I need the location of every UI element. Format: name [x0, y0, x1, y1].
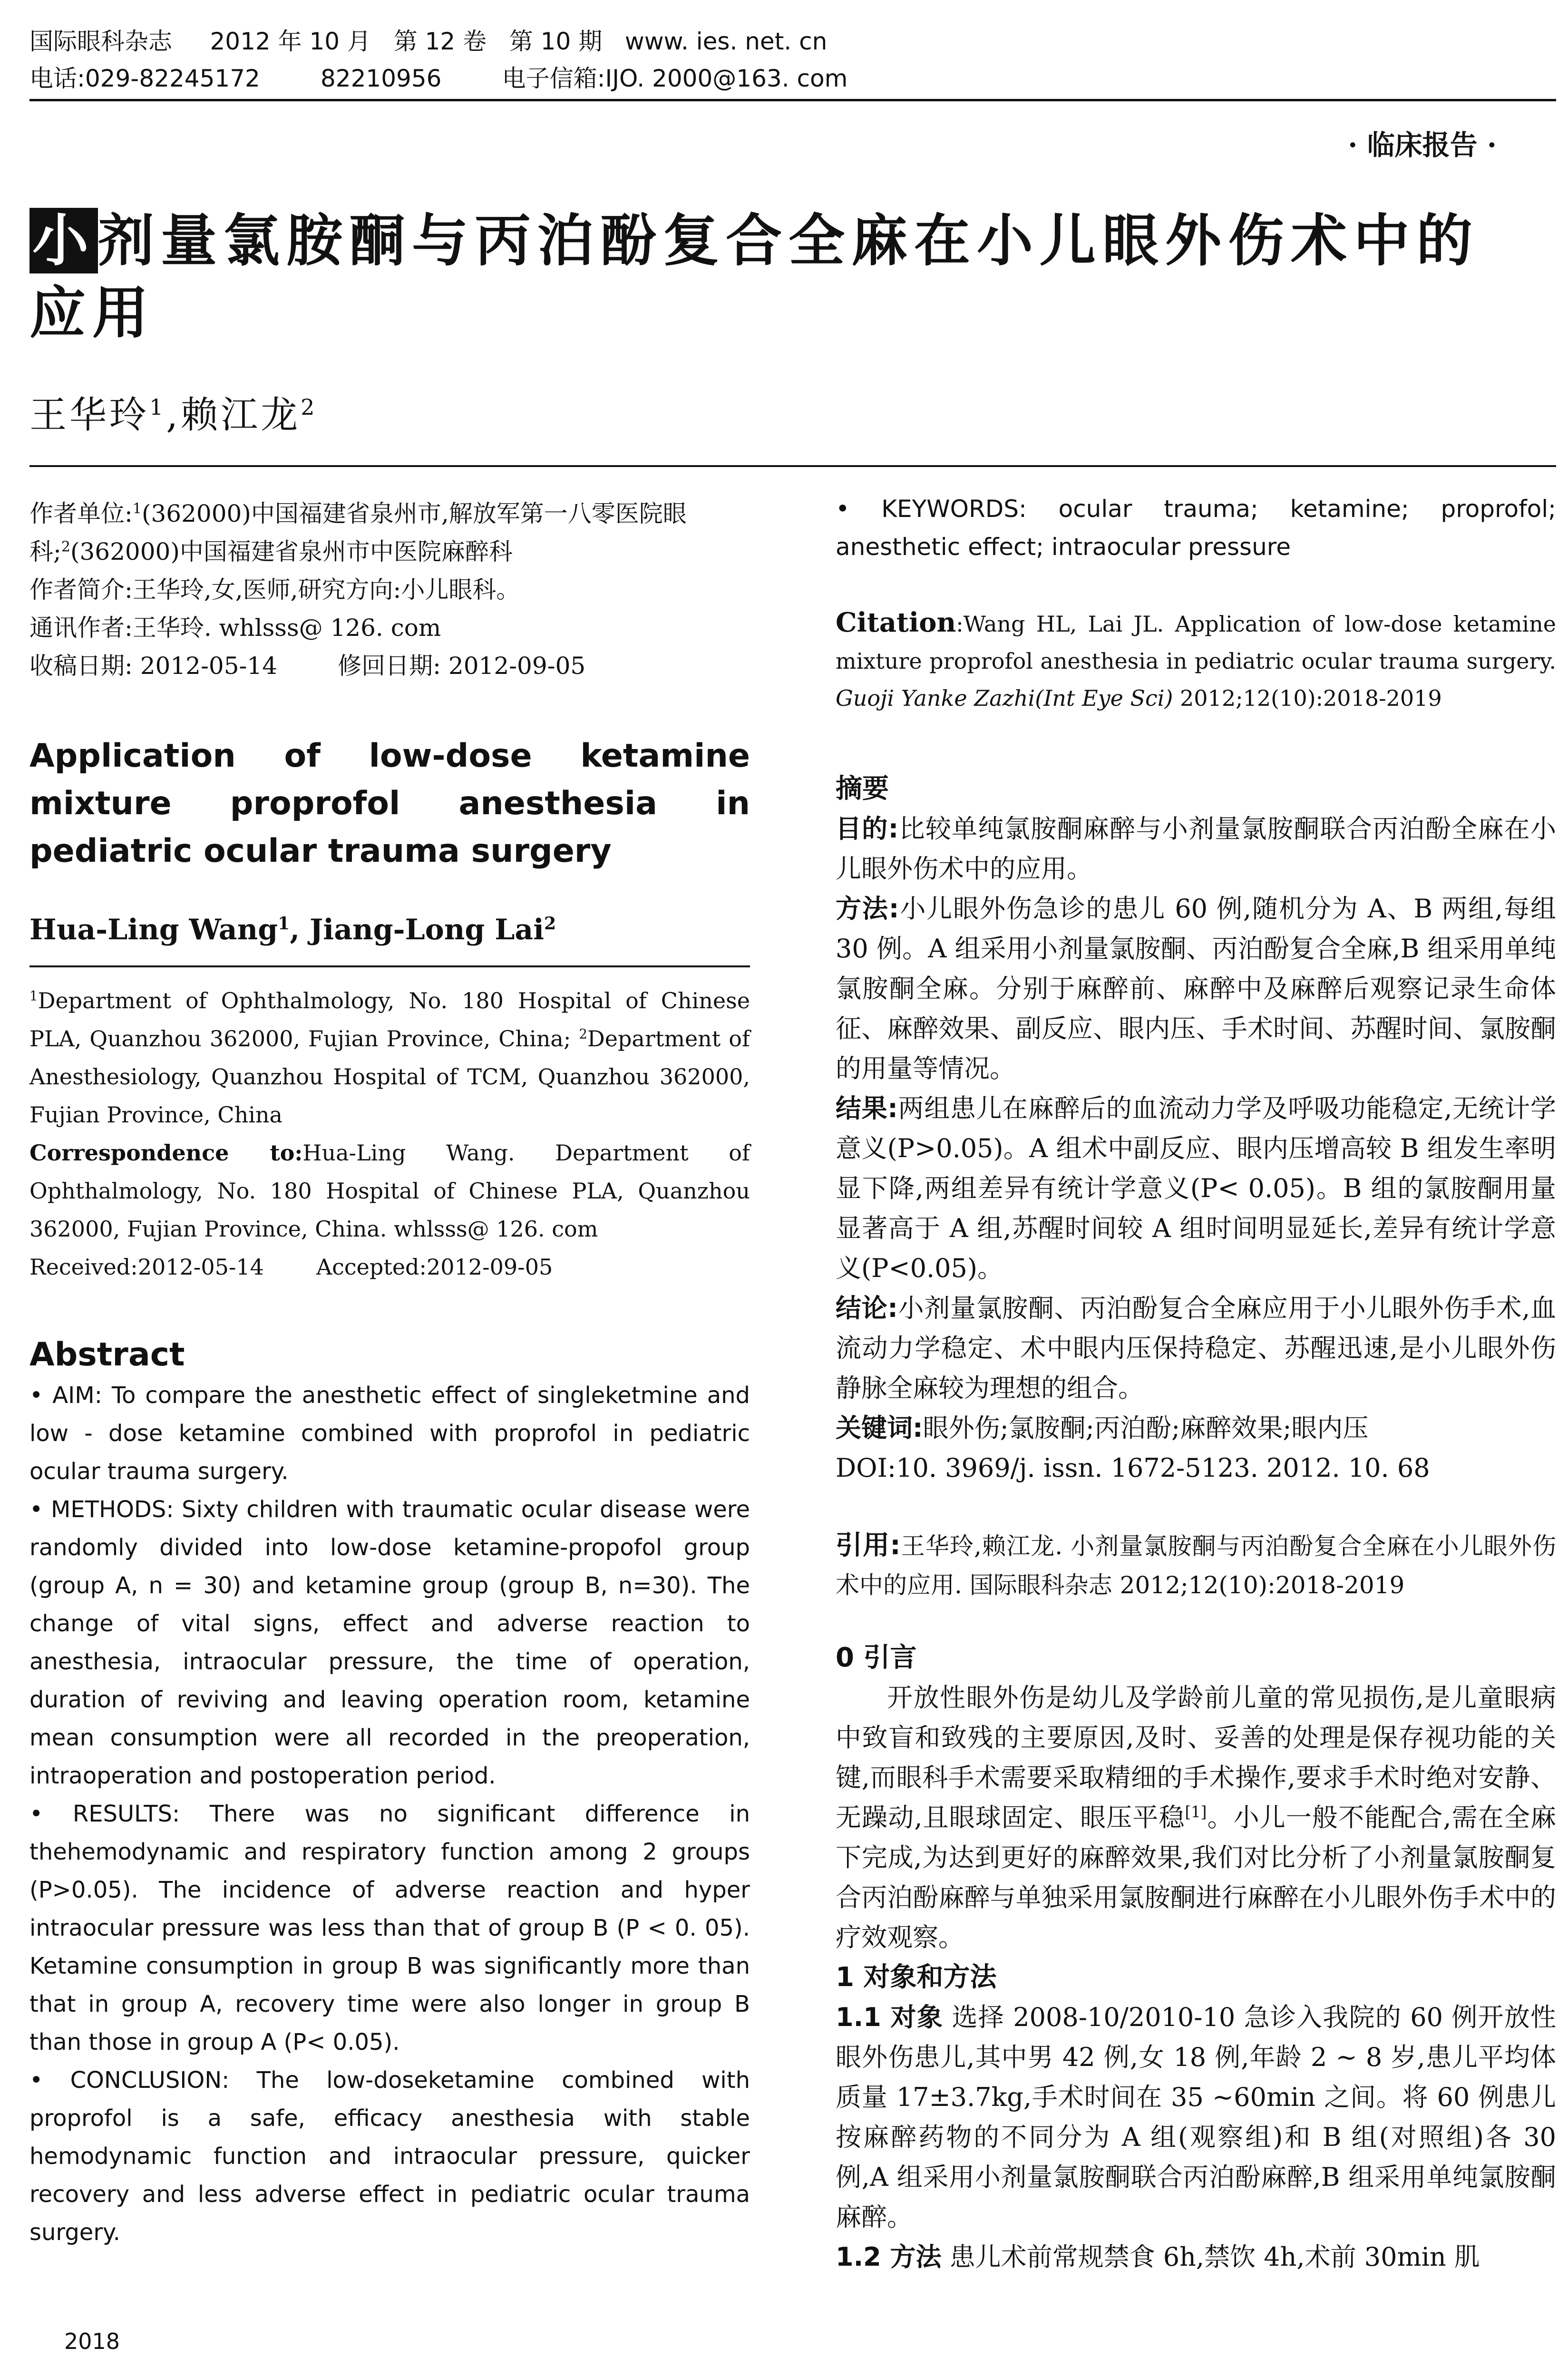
author-en-2: Jiang-Long Lai — [310, 913, 545, 946]
abstract-cn-keywords-text: 眼外伤;氯胺酮;丙泊酚;麻醉效果;眼内压 — [923, 1413, 1369, 1443]
author-cn-2-sup: 2 — [301, 394, 318, 420]
author-en-2-sup: 2 — [544, 914, 556, 934]
methods-heading: 1 对象和方法 — [836, 1962, 997, 1993]
citation-en-journal: Guoji Yanke Zazhi(Int Eye Sci) — [836, 685, 1173, 711]
article-title — [29, 205, 1542, 349]
abstract-cn-purpose-label: 目的: — [836, 814, 899, 844]
affiliation-unit-a: (362000)中国福建省泉州市,解放军第一八零医院眼科; — [29, 500, 687, 565]
dates-en — [29, 1248, 750, 1286]
affiliation-unit-b-sup: 2 — [61, 538, 70, 555]
abstract-cn-conclusion-label: 结论: — [836, 1293, 898, 1323]
right-column — [836, 490, 1556, 2277]
correspondence-en — [29, 1134, 750, 1248]
citation-cn-text: 王华玲,赖江龙. 小剂量氯胺酮与丙泊酚复合全麻在小儿眼外伤术中的应用. 国际眼科杂志 2012;12(10):2018-2019 — [836, 1532, 1556, 1599]
title-rule — [29, 465, 1556, 467]
abstract-en-heading: Abstract — [29, 1336, 185, 1374]
abstract-cn-result-label: 结果: — [836, 1093, 898, 1123]
citation-en — [836, 604, 1556, 717]
intro-text-b: 。小儿一般不能配合,需在全麻下完成,为达到更好的麻醉效果,我们对比分析了小剂量氯胺酮复合丙泊酚麻醉与单独采用氯胺酮进行麻醉在小儿眼外伤手术中的疗效观察。 — [836, 1802, 1556, 1952]
affiliation-cn — [29, 495, 750, 685]
affiliation-en-sup2: 2 — [579, 1026, 587, 1042]
article-title-first-char: 小 — [29, 208, 98, 273]
citation-cn-label: 引用: — [836, 1530, 901, 1561]
affiliation-en-sup1: 1 — [29, 988, 38, 1004]
abstract-cn-method-text: 小儿眼外伤急诊的患儿 60 例,随机分为 A、B 两组,每组 30 例。A 组采用小剂量氯胺酮、丙泊酚复合全麻,B 组采用单纯氯胺酮全麻。分别于麻醉前、麻醉中及麻醉后观察记录生命体征、麻醉效果、副反应、眼内压、手术时间、苏醒时间、氯胺酮的用量等情况。 — [836, 894, 1556, 1083]
author-en-sep: , — [290, 913, 310, 946]
dates-cn: 收稿日期: 2012-05-14 修回日期: 2012-09-05 — [29, 652, 586, 680]
abstract-en-conclusion: • CONCLUSION: The low-doseketamine combined with proprofol is a safe, efficacy anesthesia with stable hemodynamic function and intraocular pressure, quicker recovery and less adverse effect in pediatric ocular trauma surgery. — [29, 2067, 750, 2246]
intro-paragraph — [836, 1678, 1556, 1958]
subjects-text: 选择 2008-10/2010-10 急诊入我院的 60 例开放性眼外伤患儿,其中男 42 例,女 18 例,年龄 2 ~ 8 岁,患儿平均体质量 17±3.7kg,手术时间在 35 ~60min 之间。将 60 例患儿按麻醉药物的不同分为 A 组(观察组)和 B 组(对照组)各 30 例,A 组采用小剂量氯胺酮联合丙泊酚麻醉,B 组采用单纯氯胺酮麻醉。 — [836, 2002, 1557, 2232]
citation-en-label: Citation — [836, 607, 956, 638]
page-number: 2018 — [64, 2328, 120, 2354]
abstract-en — [29, 1376, 750, 2251]
journal-header-line1: 国际眼科杂志 2012 年 10 月 第 12 卷 第 10 期 www. ies. net. cn — [29, 28, 828, 55]
abstract-en-aim: • AIM: To compare the anesthetic effect of singleketmine and low - dose ketamine combined with proprofol in pediatric ocular trauma surgery. — [29, 1382, 750, 1485]
subjects-label: 1.1 对象 — [836, 2002, 944, 2032]
abstract-cn-result — [836, 1089, 1556, 1288]
abstract-cn-conclusion-text: 小剂量氯胺酮、丙泊酚复合全麻应用于小儿眼外伤手术,血流动力学稳定、术中眼内压保持稳定、苏醒迅速,是小儿眼外伤静脉全麻较为理想的组合。 — [836, 1293, 1556, 1403]
accepted-date: Accepted:2012-09-05 — [316, 1254, 553, 1280]
author-en-1: Hua-Ling Wang — [29, 913, 278, 946]
methods-label: 1.2 方法 — [836, 2242, 942, 2272]
author-en-1-sup: 1 — [278, 914, 290, 934]
abstract-cn-method-label: 方法: — [836, 894, 899, 924]
abstract-cn-purpose — [836, 809, 1556, 889]
affiliation-en-part1: Department of Ophthalmology, No. 180 Hospital of Chinese PLA, Quanzhou 362000, Fujian Province, China; — [29, 988, 750, 1052]
abstract-cn-purpose-text: 比较单纯氯胺酮麻醉与小剂量氯胺酮联合丙泊酚全麻在小儿眼外伤术中的应用。 — [836, 814, 1556, 884]
column-tag: · 临床报告 · — [1348, 129, 1497, 161]
affiliation-unit-a-sup: 1 — [132, 500, 142, 517]
received-date: Received:2012-05-14 — [29, 1254, 264, 1280]
authors-en — [29, 913, 750, 946]
author-cn-1-sup: 1 — [149, 394, 166, 420]
affiliation-en-text — [29, 982, 750, 1134]
journal-header — [29, 23, 1542, 97]
intro-text-a: 开放性眼外伤是幼儿及学龄前儿童的常见损伤,是儿童眼病中致盲和致残的主要原因,及时、妥善的处理是保存视功能的关键,而眼科手术需要采取精细的手术操作,要求手术时绝对安静、无躁动,且眼球固定、眼压平稳 — [836, 1683, 1556, 1832]
abstract-cn — [836, 809, 1556, 1488]
intro-heading: 0 引言 — [836, 1642, 917, 1673]
author-cn-1: 王华玲 — [29, 394, 150, 437]
citation-cn — [836, 1526, 1556, 1605]
abstract-cn-keywords — [836, 1408, 1556, 1448]
intro-ref: [1] — [1185, 1803, 1207, 1821]
affiliation-rule — [29, 965, 750, 967]
affiliation-unit-b: (362000)中国福建省泉州市中医院麻醉科 — [70, 538, 513, 565]
citation-en-tail: 2012;12(10):2018-2019 — [1173, 685, 1442, 711]
header-rule — [29, 99, 1556, 101]
correspondence-label: Correspondence to: — [29, 1140, 303, 1166]
abstract-cn-conclusion — [836, 1288, 1556, 1408]
abstract-en-methods: • METHODS: Sixty children with traumatic ocular disease were randomly divided into low-dose ketamine-propofol group (group A, n = 30) and ketamine group (group B, n=30). The change of vital signs, effect and adverse reaction to anesthesia, intraocular pressure, the time of operation, duration of reviving and leaving operation room, ketamine mean consumption were all recorded in the preoperation, intraoperation and postoperation period. — [29, 1496, 750, 1789]
abstract-cn-method — [836, 889, 1556, 1089]
methods-paragraph — [836, 2237, 1556, 2277]
doi: DOI:10. 3969/j. issn. 1672-5123. 2012. 10. 68 — [836, 1453, 1430, 1483]
abstract-cn-result-text: 两组患儿在麻醉后的血流动力学及呼吸功能稳定,无统计学意义(P>0.05)。A 组术中副反应、眼内压增高较 B 组发生率明显下降,两组差异有统计学意义(P< 0.05)。B 组的氯胺酮用量显著高于 A 组,苏醒时间较 A 组时间明显延长,差异有统计学意义(P<0.05)。 — [836, 1093, 1556, 1283]
methods-text: 患儿术前常规禁食 6h,禁饮 4h,术前 30min 肌 — [941, 2242, 1480, 2272]
correspondence-text: Hua-Ling Wang. Department of Ophthalmology, No. 180 Hospital of Chinese PLA, Quanzhou 362000, Fujian Province, China. whlsss@ 126. com — [29, 1140, 750, 1242]
affiliation-unit — [29, 495, 750, 571]
authors-cn — [29, 385, 317, 438]
affiliation-unit-label: 作者单位: — [29, 500, 133, 527]
abstract-cn-keywords-label: 关键词: — [836, 1413, 923, 1443]
affiliation-en-part2: Department of Anesthesiology, Quanzhou Hospital of TCM, Quanzhou 362000, Fujian Province, China — [29, 1026, 750, 1128]
abstract-en-results: • RESULTS: There was no significant difference in thehemodynamic and respiratory function among 2 groups (P>0.05). The incidence of adverse reaction and hyper intraocular pressure was less than that of group B (P < 0. 05). Ketamine consumption in group B was significantly more than that in group A, recovery time were also longer in group B than those in group A (P< 0.05). — [29, 1801, 750, 2056]
journal-header-line2: 电话:029-82245172 82210956 电子信箱:IJO. 2000@163. com — [29, 65, 848, 92]
author-cn-2: 赖江龙 — [181, 394, 301, 437]
title-en: Application of low-dose ketamine mixture proprofol anesthesia in pediatric ocular trauma surgery — [29, 737, 750, 870]
subjects-paragraph — [836, 1997, 1556, 2237]
author-cn-sep: , — [166, 394, 181, 437]
corresponding-author-cn: 通讯作者:王华玲. whlsss@ 126. com — [29, 614, 441, 642]
article-title-rest: 剂量氯胺酮与丙泊酚复合全麻在小儿眼外伤术中的应用 — [29, 208, 1480, 346]
abstract-cn-heading: 摘要 — [836, 773, 889, 804]
keywords-en: • KEYWORDS: ocular trauma; ketamine; proprofol; anesthetic effect; intraocular pressure — [836, 495, 1556, 561]
affiliation-en — [29, 982, 750, 1286]
citation-en-text: :Wang HL, Lai JL. Application of low-dose ketamine mixture proprofol anesthesia in pediatric ocular trauma surgery. — [836, 611, 1556, 674]
author-bio: 作者简介:王华玲,女,医师,研究方向:小儿眼科。 — [29, 576, 520, 604]
left-column — [29, 490, 750, 2251]
